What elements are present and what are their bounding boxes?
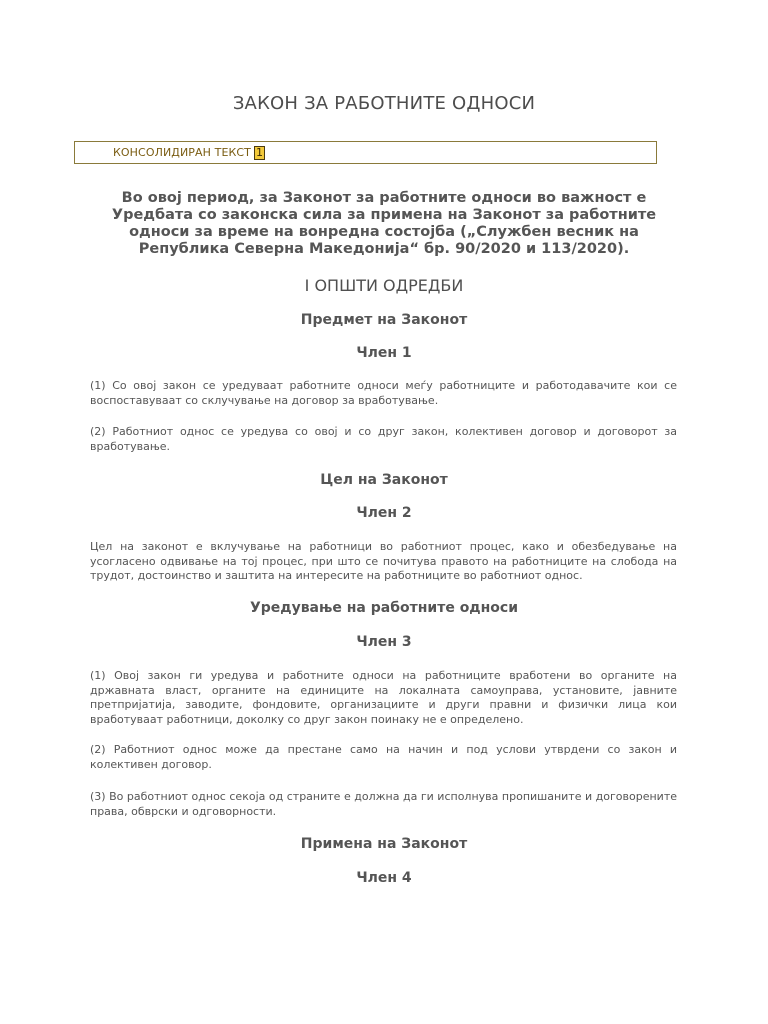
footnote-marker-link[interactable]: 1: [256, 146, 264, 159]
consolidated-text-label: [113, 146, 265, 160]
section-heading: Уредување на работните односи: [249, 600, 519, 616]
article-heading: Член 4: [356, 870, 412, 886]
article-paragraph: (1) Со овој закон се уредуваат работните односи меѓу работниците и работодавачите кои се воспоставуваат со склучување на договор за вработување.: [90, 379, 677, 407]
article-heading: Член 3: [356, 634, 412, 650]
article-paragraph: (1) Овој закон ги уредува и работните односи на работниците вработени во органите на државната власт, органите на единиците на локалната самоуправа, установите, јавните претпријатија, заводите, фондовите, организациите и други правни и физички лица кои вработуваат работници, доколку со друг закон поинаку не е определено.: [90, 669, 677, 726]
article-paragraph: (2) Работниот однос се уредува со овој и со друг закон, колективен договор и договорот за вработување.: [90, 425, 677, 453]
article-heading: Член 2: [356, 505, 412, 521]
consolidated-text-box: [74, 141, 657, 164]
article-paragraph: (2) Работниот однос може да престане само на начин и под услови утврдени со закон и колективен договор.: [90, 743, 677, 771]
section-heading: Цел на Законот: [320, 472, 448, 488]
article-paragraph: (3) Во работниот однос секоја од страните е должна да ги исполнува пропишаните и договорените права, обврски и одговорности.: [90, 790, 677, 818]
section-heading: Предмет на Законот: [300, 312, 468, 328]
document-title: ЗАКОН ЗА РАБОТНИТЕ ОДНОСИ: [232, 93, 536, 114]
intro-note: Во овој период, за Законот за работните односи во важност е Уредбата со законска сила за примена на Законот за работните односи за време на вонредна состојба („Службен весник на Република Северна Македонија“ бр. 90/2020 и 113/2020).: [111, 190, 657, 257]
part-heading: I ОПШТИ ОДРЕДБИ: [304, 276, 464, 295]
article-paragraph: Цел на законот е вклучување на работници во работниот процес, како и обезбедување на усогласено одвивање на тој процес, при што се почитува правото на работниците на слобода на трудот, достоинство и заштита на интересите на работниците во работниот однос.: [90, 540, 677, 583]
consolidated-text-caption: КОНСОЛИДИРАН ТЕКСТ: [113, 146, 252, 159]
section-heading: Примена на Законот: [300, 836, 468, 852]
article-heading: Член 1: [356, 345, 412, 361]
